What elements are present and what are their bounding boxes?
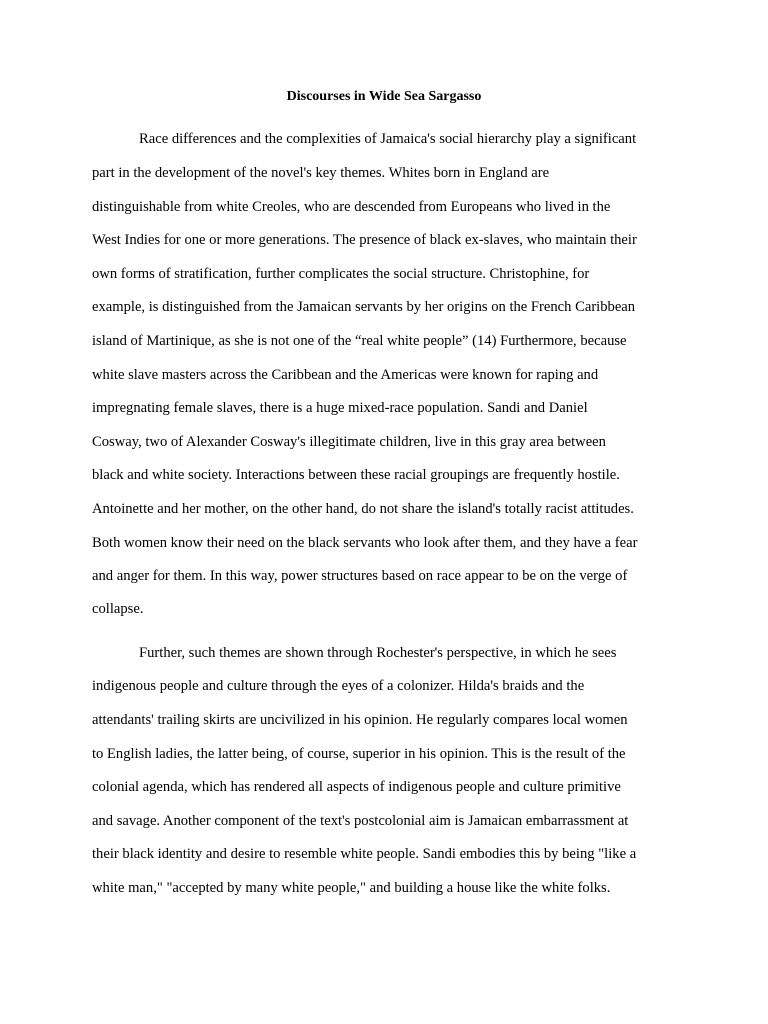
paragraph-1-line-4: West Indies for one or more generations. The presence of black ex-slaves, who maintain their	[92, 232, 637, 248]
paragraph-1-line-3: distinguishable from white Creoles, who are descended from Europeans who lived in the	[92, 199, 611, 215]
paragraph-2-line-8: white man," "accepted by many white people," and building a house like the white folks.	[92, 880, 611, 896]
paragraph-1-line-12: Antoinette and her mother, on the other hand, do not share the island's totally racist attitudes.	[92, 501, 634, 517]
paragraph-2-line-3: attendants' trailing skirts are uncivilized in his opinion. He regularly compares local women	[92, 712, 628, 728]
paragraph-2-line-2: indigenous people and culture through the eyes of a colonizer. Hilda's braids and the	[92, 678, 585, 694]
paragraph-1-line-1: Race differences and the complexities of Jamaica's social hierarchy play a significant	[139, 131, 637, 147]
paragraph-1-line-13: Both women know their need on the black servants who look after them, and they have a fear	[92, 535, 638, 551]
paragraph-1-line-10: Cosway, two of Alexander Cosway's illegitimate children, live in this gray area between	[92, 434, 606, 450]
paragraph-1-line-8: white slave masters across the Caribbean and the Americas were known for raping and	[92, 367, 599, 383]
paragraph-2-line-1: Further, such themes are shown through Rochester's perspective, in which he sees	[139, 645, 617, 661]
document-title: Discourses in Wide Sea Sargasso	[286, 89, 482, 104]
paragraph-1-line-14: and anger for them. In this way, power structures based on race appear to be on the verge of	[92, 568, 628, 584]
paragraph-1-line-7: island of Martinique, as she is not one of the “real white people” (14) Furthermore, because	[92, 333, 627, 349]
paragraph-1-line-15: collapse.	[92, 601, 144, 617]
paragraph-2-line-4: to English ladies, the latter being, of course, superior in his opinion. This is the result of the	[92, 746, 626, 762]
paragraph-1-line-11: black and white society. Interactions between these racial groupings are frequently hostile.	[92, 467, 620, 483]
paragraph-2-line-6: and savage. Another component of the text's postcolonial aim is Jamaican embarrassment at	[92, 813, 629, 829]
paragraph-2-line-5: colonial agenda, which has rendered all aspects of indigenous people and culture primitive	[92, 779, 621, 795]
paragraph-1-line-5: own forms of stratification, further complicates the social structure. Christophine, for	[92, 266, 590, 282]
paragraph-2-line-7: their black identity and desire to resemble white people. Sandi embodies this by being "like a	[92, 846, 637, 862]
paragraph-1-line-2: part in the development of the novel's key themes. Whites born in England are	[92, 165, 550, 181]
paragraph-1-line-9: impregnating female slaves, there is a huge mixed-race population. Sandi and Daniel	[92, 400, 588, 416]
paragraph-1-line-6: example, is distinguished from the Jamaican servants by her origins on the French Caribbean	[92, 299, 636, 315]
